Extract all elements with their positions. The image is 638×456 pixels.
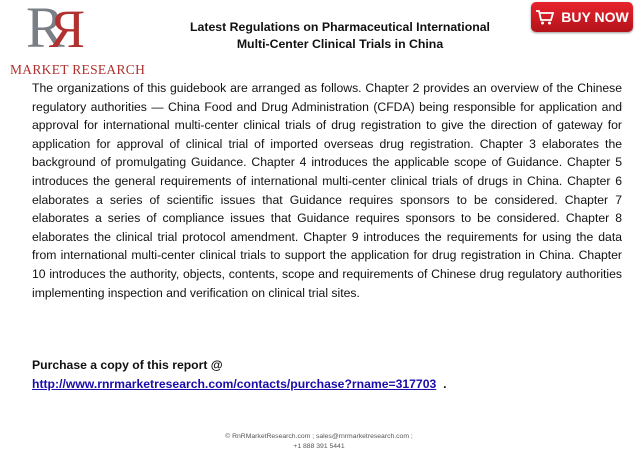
title-line-2: Multi-Center Clinical Trials in China	[236, 37, 444, 51]
footer-phone: +1 888 391 5441	[293, 443, 345, 450]
buy-now-button[interactable]	[531, 2, 633, 32]
footer	[0, 432, 638, 452]
purchase-suffix: .	[443, 377, 447, 391]
rnr-logo	[8, 2, 168, 80]
purchase-label: Purchase a copy of this report @	[32, 358, 223, 372]
logo-monogram: RR	[26, 0, 85, 60]
purchase-link[interactable]: http://www.rnrmarketresearch.com/contacts/purchase?rname=317703	[32, 377, 437, 391]
report-title	[150, 19, 530, 53]
report-description: The organizations of this guidebook are arranged as follows. Chapter 2 provides an overview of the Chinese regulatory authorities — China Food and Drug Administration (CFDA) being responsible for application and approval for international multi-center clinical trials of drug registration to give the direction of gateway for application for approval of clinical trial of imported overseas drug registration. Chapter 3 elaborates the background of promulgating Guidance. Chapter 4 introduces the applicable scope of Guidance. Chapter 5 introduces the general requirements of international multi-center clinical trials of drugs in China. Chapter 6 elaborates a series of scientific issues that Guidance requires sponsors to be considered. Chapter 7 elaborates a series of compliance issues that Guidance requires sponsors to be considered. Chapter 8 elaborates the clinical trial protocol amendment. Chapter 9 introduces the requirements for using the data from international multi-center clinical trials to support the application for drug registration in China. Chapter 10 introduces the authority, objects, contents, scope and requirements of Chinese drug regulatory authorities implementing inspection and verification on clinical trial sites.	[32, 81, 622, 300]
title-line-1: Latest Regulations on Pharmaceutical International	[190, 20, 490, 34]
purchase-section	[32, 356, 622, 394]
cart-icon	[535, 9, 555, 25]
footer-contact: © RnRMarketResearch.com ; sales@rnrmarketresearch.com ;	[225, 433, 413, 440]
logo-text: MARKET RESEARCH	[10, 62, 146, 77]
buy-now-label: BUY NOW	[561, 9, 629, 25]
